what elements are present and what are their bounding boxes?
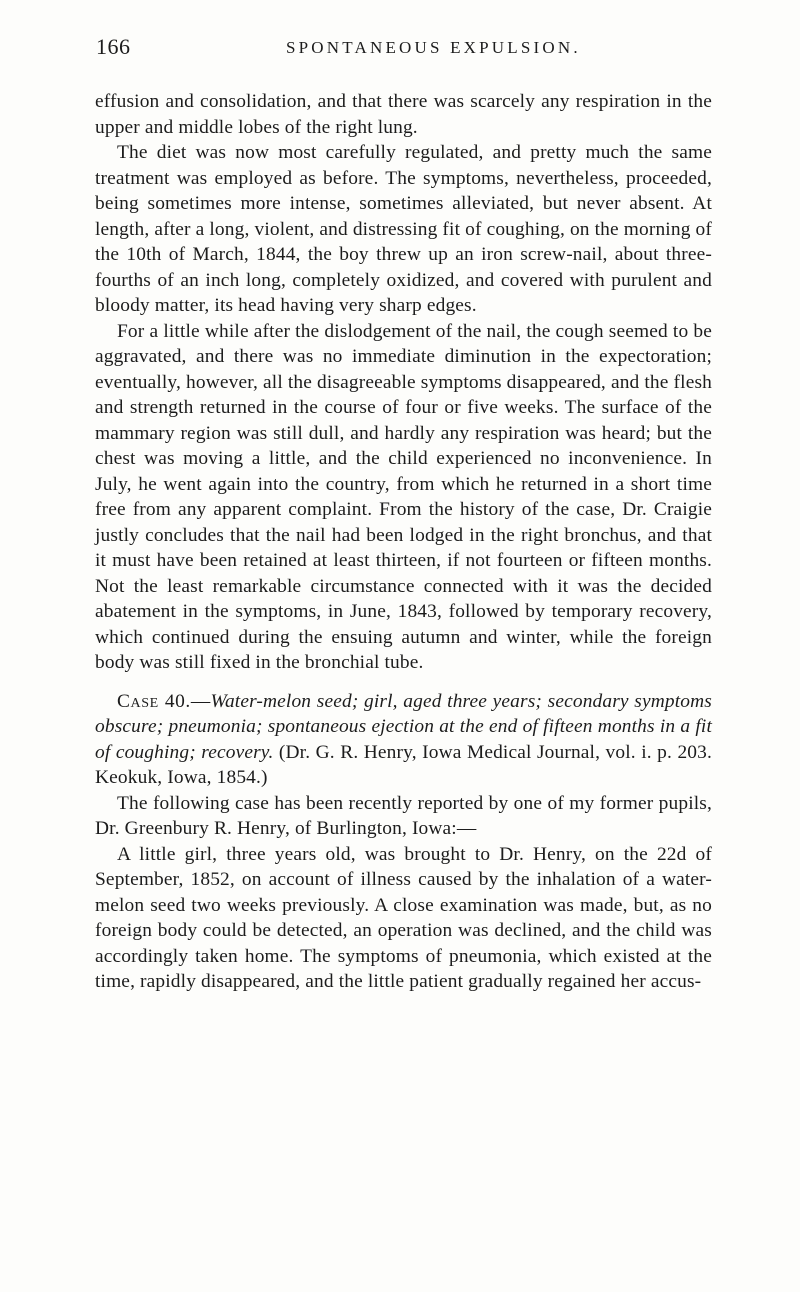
- running-head: SPONTANEOUS EXPULSION.: [286, 38, 581, 57]
- case-label: Case 40.: [117, 690, 191, 712]
- case-citation: (Dr. G. R. Henry, Iowa Medical Journal, vol. i. p. 203. Keokuk, Iowa, 1854.): [95, 741, 712, 788]
- paragraph-case-narrative: A little girl, three years old, was brought to Dr. Henry, on the 22d of September, 1852, on account of illness caused by the inhalation of a water-melon seed two weeks previously. A close examination was made, but, as no foreign body could be detected, an operation was declined, and the child was accordingly taken home. The symptoms of pneumonia, which existed at the time, rapidly disappeared, and the little patient gradually regained her accus-: [95, 843, 712, 992]
- case-dash: —: [190, 690, 211, 712]
- paragraph-report-intro: The following case has been recently reported by one of my former pupils, Dr. Greenbury R. Henry, of Burlington, Iowa:—: [95, 792, 712, 839]
- case-title: Water-melon seed; girl, aged three years; secondary symptoms obscure; pneumonia; spontaneous ejection at the end of fifteen months in a fit of coughing; recovery.: [95, 690, 712, 763]
- page-header: [96, 34, 712, 70]
- case-heading: [95, 689, 712, 791]
- paragraph-recovery: For a little while after the dislodgement of the nail, the cough seemed to be aggravated, and there was no immediate diminution in the expectoration; eventually, however, all the disagreeable symptoms disappeared, and the flesh and strength returned in the course of four or five weeks. The surface of the mammary region was still dull, and hardly any respiration was heard; but the chest was moving a little, and the child experienced no inconvenience. In July, he went again into the country, from which he returned in a short time free from any apparent complaint. From the history of the case, Dr. Craigie justly concludes that the nail had been lodged in the right bronchus, and that it must have been retained at least thirteen, if not fourteen or fifteen months. Not the least remarkable circumstance connected with it was the decided abatement in the symptoms, in June, 1843, followed by temporary recovery, which continued during the ensuing autumn and winter, while the foreign body was still fixed in the bronchial tube.: [95, 320, 712, 673]
- page-number: 166: [96, 34, 131, 59]
- body-text: [95, 89, 712, 995]
- paragraph-treatment: The diet was now most carefully regulated, and pretty much the same treatment was employed as before. The symptoms, nevertheless, proceeded, being sometimes more intense, sometimes alleviated, but never absent. At length, after a long, violent, and distressing fit of coughing, on the morning of the 10th of March, 1844, the boy threw up an iron screw-nail, about three-fourths of an inch long, completely oxidized, and covered with purulent and bloody matter, its head having very sharp edges.: [95, 142, 712, 316]
- paragraph-continuation: effusion and consolidation, and that there was scarcely any respiration in the upper and middle lobes of the right lung.: [95, 91, 712, 138]
